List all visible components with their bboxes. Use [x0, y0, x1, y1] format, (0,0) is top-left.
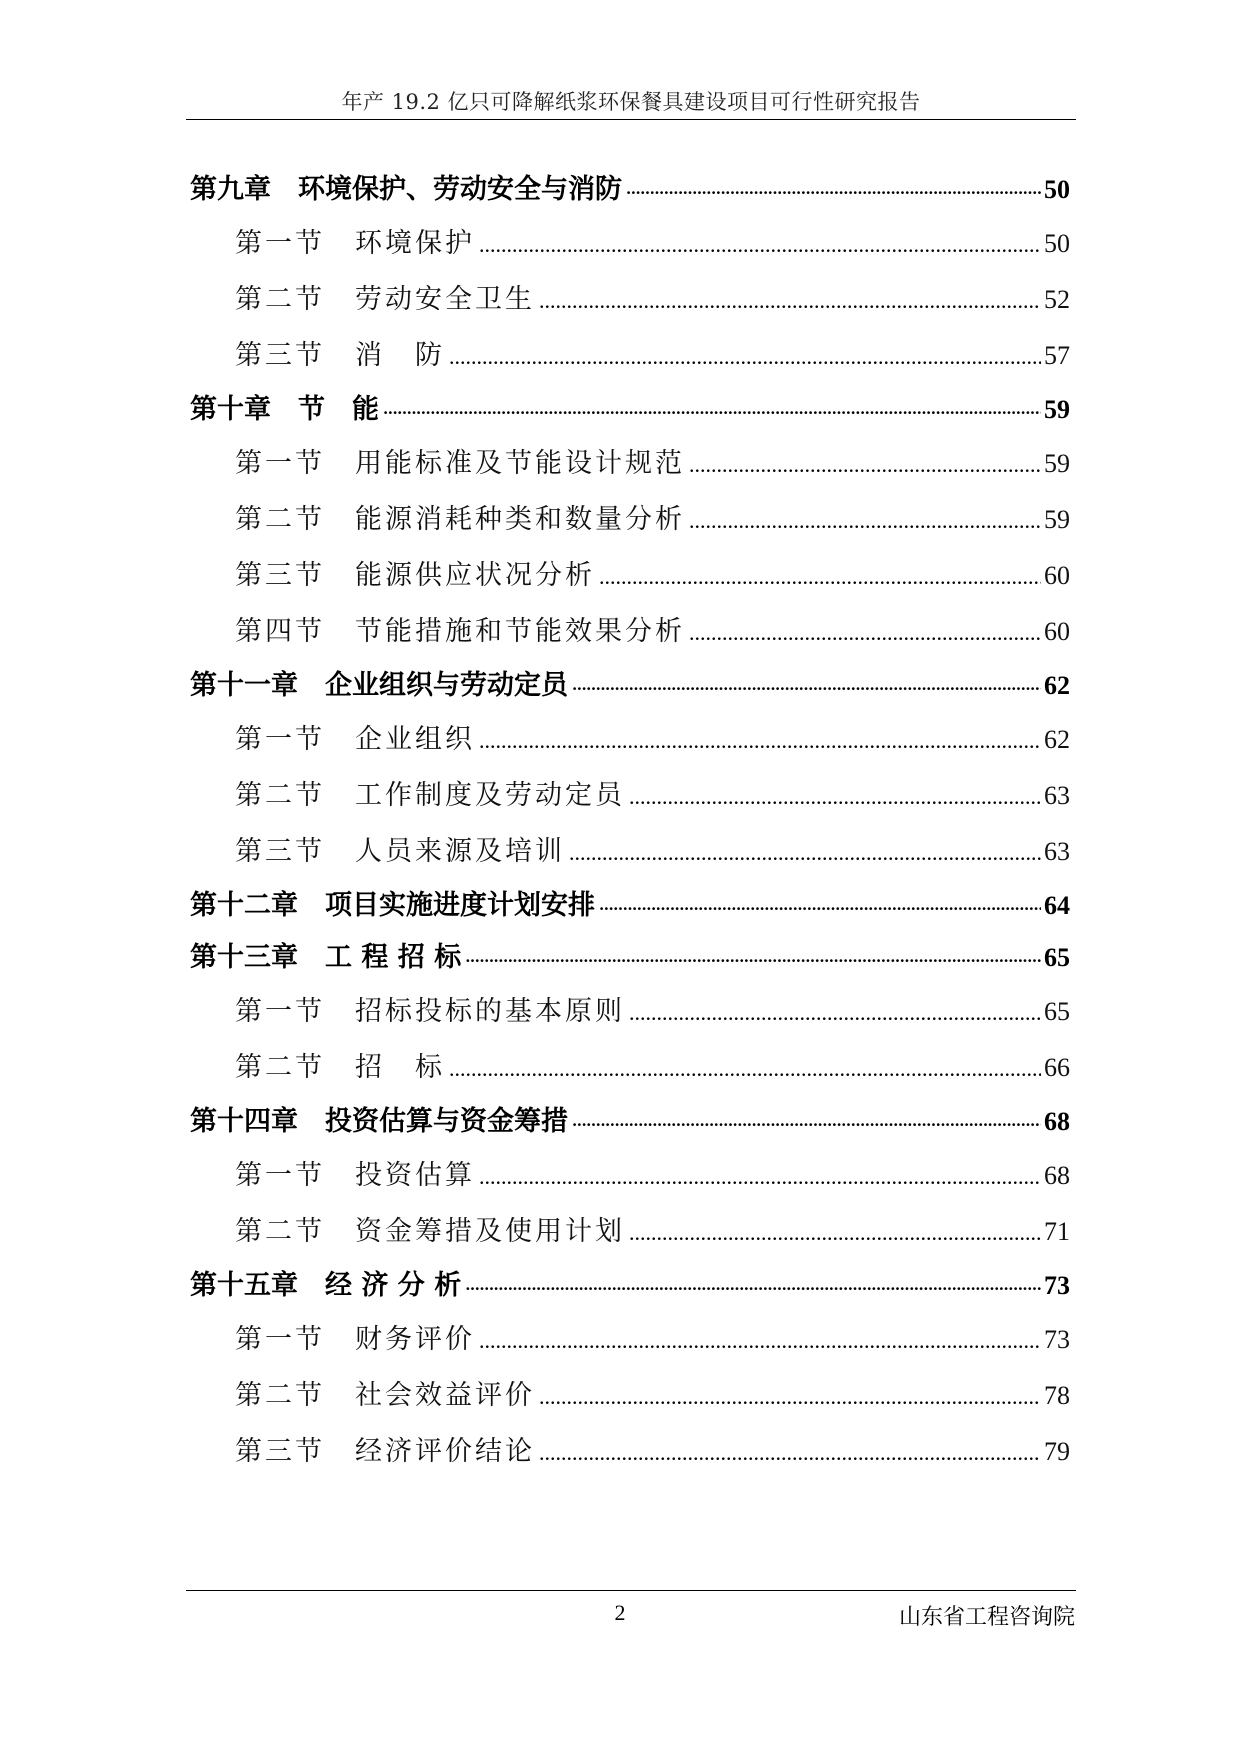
toc-section-entry [190, 768, 1070, 824]
toc-entry-label: 第十一章 企业组织与劳动定员 [190, 670, 568, 701]
toc-dot-leader [689, 493, 1041, 549]
toc-entry-label: 第三节 能源供应状况分析 [235, 560, 595, 591]
toc-chapter-entry [190, 880, 1070, 932]
toc-section-entry [190, 1424, 1070, 1480]
toc-section-entry [190, 984, 1070, 1040]
toc-entry-page: 59 [1044, 505, 1070, 534]
toc-dot-leader [449, 1041, 1041, 1097]
toc-entry-page: 50 [1044, 229, 1070, 258]
toc-entry-page: 59 [1044, 395, 1070, 424]
toc-dot-leader [539, 1425, 1041, 1481]
toc-entry-page: 57 [1044, 341, 1070, 370]
toc-entry-page: 62 [1044, 671, 1070, 700]
toc-dot-leader [629, 1205, 1041, 1261]
toc-entry-label: 第三节 消 防 [235, 340, 445, 371]
header-rule [186, 119, 1076, 120]
toc-dot-leader [629, 985, 1041, 1041]
toc-entry-page: 62 [1044, 725, 1070, 754]
toc-chapter-entry [190, 384, 1070, 436]
toc-chapter-entry [190, 1096, 1070, 1148]
toc-entry-page: 68 [1044, 1161, 1070, 1190]
toc-entry-label: 第二节 招 标 [235, 1052, 445, 1083]
running-header: 年产 19.2 亿只可降解纸浆环保餐具建设项目可行性研究报告 [341, 90, 921, 114]
toc-dot-leader [449, 329, 1041, 385]
toc-dot-leader [629, 769, 1041, 825]
toc-entry-page: 66 [1044, 1053, 1070, 1082]
toc-section-entry [190, 604, 1070, 660]
toc-entry-label: 第二节 资金筹措及使用计划 [235, 1216, 625, 1247]
toc-section-entry [190, 1148, 1070, 1204]
toc-section-entry [190, 1312, 1070, 1368]
toc-entry-label: 第十三章 工 程 招 标 [190, 942, 462, 973]
toc-dot-leader [383, 387, 1041, 439]
toc-entry-page: 50 [1044, 175, 1070, 204]
footer-rule [186, 1590, 1076, 1591]
toc-section-entry [190, 824, 1070, 880]
toc-dot-leader [689, 437, 1041, 493]
toc-entry-label: 第一节 投资估算 [235, 1160, 475, 1191]
toc-dot-leader [479, 217, 1041, 273]
toc-entry-label: 第九章 环境保护、劳动安全与消防 [190, 174, 622, 205]
toc-dot-leader [572, 663, 1041, 715]
toc-dot-leader [465, 1263, 1041, 1315]
toc-dot-leader [479, 713, 1041, 769]
toc-entry-label: 第一节 用能标准及节能设计规范 [235, 448, 685, 479]
toc-section-entry [190, 712, 1070, 768]
toc-entry-label: 第二节 社会效益评价 [235, 1380, 535, 1411]
toc-entry-label: 第一节 财务评价 [235, 1324, 475, 1355]
page-number: 2 [614, 1600, 626, 1625]
toc-dot-leader [479, 1149, 1041, 1205]
toc-entry-page: 63 [1044, 837, 1070, 866]
toc-section-entry [190, 1040, 1070, 1096]
toc-dot-leader [569, 825, 1041, 881]
toc-dot-leader [599, 549, 1041, 605]
toc-entry-page: 60 [1044, 561, 1070, 590]
toc-entry-page: 63 [1044, 781, 1070, 810]
toc-entry-label: 第三节 人员来源及培训 [235, 836, 565, 867]
toc-entry-label: 第一节 环境保护 [235, 228, 475, 259]
toc-dot-leader [626, 167, 1041, 219]
toc-entry-label: 第十四章 投资估算与资金筹措 [190, 1106, 568, 1137]
toc-entry-label: 第四节 节能措施和节能效果分析 [235, 616, 685, 647]
toc-section-entry [190, 272, 1070, 328]
toc-entry-label: 第一节 企业组织 [235, 724, 475, 755]
toc-section-entry [190, 492, 1070, 548]
toc-entry-label: 第三节 经济评价结论 [235, 1436, 535, 1467]
toc-dot-leader [572, 1099, 1041, 1151]
toc-entry-label: 第十章 节 能 [190, 394, 379, 425]
toc-dot-leader [539, 1369, 1041, 1425]
toc-dot-leader [689, 605, 1041, 661]
toc-entry-label: 第十二章 项目实施进度计划安排 [190, 890, 595, 921]
toc-entry-page: 71 [1044, 1217, 1070, 1246]
toc-dot-leader [479, 1313, 1041, 1369]
toc-entry-label: 第二节 劳动安全卫生 [235, 284, 535, 315]
toc-entry-page: 65 [1044, 997, 1070, 1026]
toc-entry-page: 64 [1044, 891, 1070, 920]
toc-chapter-entry [190, 164, 1070, 216]
toc-chapter-entry [190, 932, 1070, 984]
toc-section-entry [190, 1368, 1070, 1424]
toc-entry-page: 60 [1044, 617, 1070, 646]
toc-entry-page: 59 [1044, 449, 1070, 478]
toc-entry-label: 第二节 能源消耗种类和数量分析 [235, 504, 685, 535]
toc-entry-page: 78 [1044, 1381, 1070, 1410]
toc-section-entry [190, 548, 1070, 604]
toc-section-entry [190, 436, 1070, 492]
toc-entry-page: 68 [1044, 1107, 1070, 1136]
toc-entry-page: 73 [1044, 1325, 1070, 1354]
toc-chapter-entry [190, 660, 1070, 712]
footer-organization: 山东省工程咨询院 [898, 1605, 1075, 1630]
toc-chapter-entry [190, 1260, 1070, 1312]
toc-section-entry [190, 1204, 1070, 1260]
toc-dot-leader [599, 883, 1041, 935]
toc-dot-leader [465, 935, 1041, 987]
toc-section-entry [190, 328, 1070, 384]
toc-entry-label: 第二节 工作制度及劳动定员 [235, 780, 625, 811]
toc-entry-page: 52 [1044, 285, 1070, 314]
toc-entry-label: 第一节 招标投标的基本原则 [235, 996, 625, 1027]
toc-entry-page: 65 [1044, 943, 1070, 972]
toc-entry-page: 79 [1044, 1437, 1070, 1466]
toc-dot-leader [539, 273, 1041, 329]
table-of-contents [190, 164, 1070, 1480]
toc-entry-label: 第十五章 经 济 分 析 [190, 1270, 462, 1301]
toc-section-entry [190, 216, 1070, 272]
toc-entry-page: 73 [1044, 1271, 1070, 1300]
